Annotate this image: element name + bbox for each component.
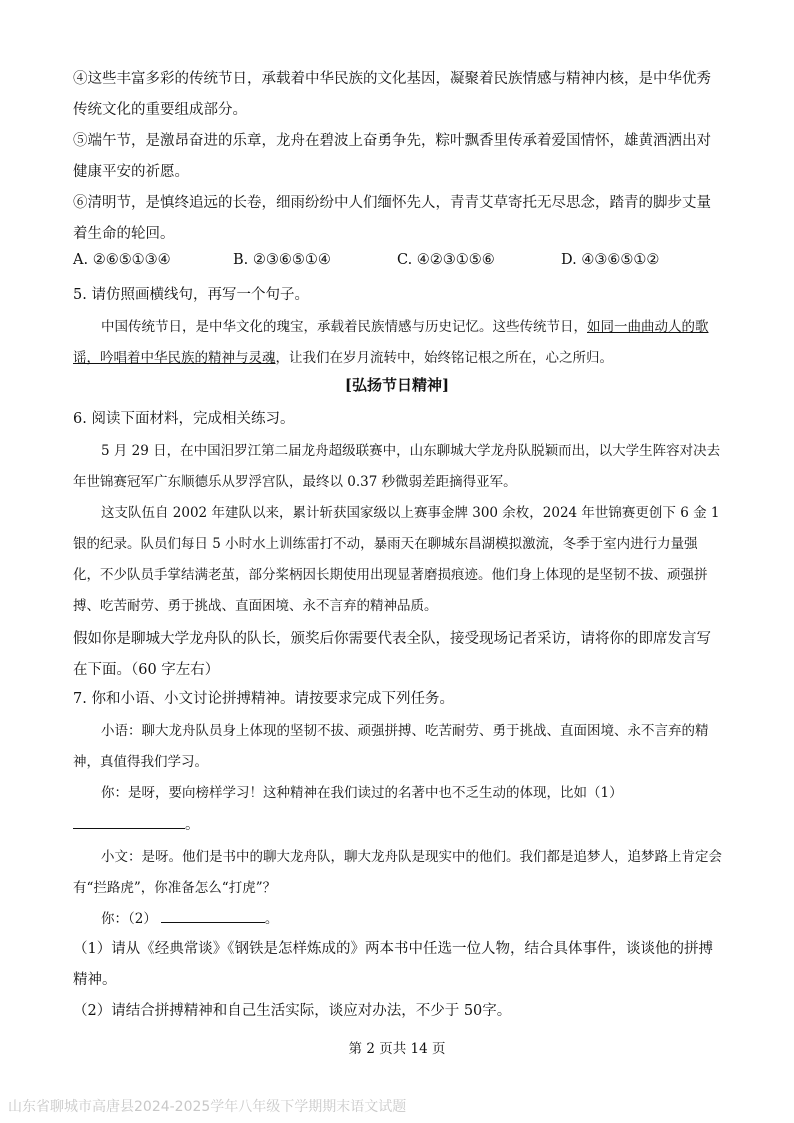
option-a[interactable]: A. ②⑥⑤①③④ (73, 252, 171, 268)
period: 。 (264, 911, 279, 927)
period: 。 (185, 817, 200, 833)
answer-line-1 (73, 810, 723, 841)
question-6-task: 假如你是聊城大学龙舟队的队长，颁奖后你需要代表全队，接受现场记者采访，请将你的即席发言写在下面。（60 字左右） (73, 631, 711, 678)
you-reply-2-label: 你：（2） (101, 911, 157, 927)
option-c[interactable]: C. ④②③①⑤⑥ (397, 252, 495, 268)
answer-options (73, 252, 723, 278)
item-6: ⑥清明节，是慎终追远的长卷，细雨纷纷中人们缅怀先人，青青艾草寄托无尽思念，踏青的脚步丈量着生命的轮回。 (73, 195, 711, 242)
question-6-material-para1: 5 月 29 日，在中国汨罗江第二届龙舟超级联赛中，山东聊城大学龙舟队脱颖而出，以大学生阵容对决去年世锦赛冠军广东顺德乐从罗浮宫队，最终以 0.37 秒微弱差距摘得亚军。 (73, 443, 721, 490)
xiaoyu-dialogue: 小语：聊大龙舟队员身上体现的坚韧不拔、顽强拼搏、吃苦耐劳、勇于挑战、直面困境、永不言弃的精神，真值得我们学习。 (73, 723, 709, 770)
watermark-text: 山东省聊城市高唐县2024-2025学年八年级下学期期末语文试题 (8, 1099, 407, 1115)
option-d[interactable]: D. ④③⑥⑤①② (561, 252, 660, 268)
sub-question-2: （2）请结合拼搏精神和自己生活实际，谈应对办法，不少于 50字。 (73, 1003, 512, 1019)
question-6-stem: 6. 阅读下面材料，完成相关练习。 (73, 411, 295, 427)
option-b[interactable]: B. ②③⑥⑤①④ (233, 252, 331, 268)
question-5-stem: 5. 请仿照画横线句，再写一个句子。 (73, 287, 309, 303)
sub-question-1: （1）请从《经典常谈》《钢铁是怎样炼成的》两本书中任选一位人物，结合具体事件，谈谈他的拼搏精神。 (73, 941, 713, 988)
section-title: [弘扬节日精神] (344, 376, 450, 394)
question-6-material-para2: 这支队伍自 2002 年建队以来，累计斩获国家级以上赛事金牌 300 余枚，2024 年世锦赛更创下 6 金 1 银的纪录。队员们每日 5 小时水上训练雷打不动，暴雨天在聊城东昌湖模拟激流，冬季于室内进行力量强化，不少队员手掌结满老茧，部分桨柄因长期使用出现显著磨损痕迹。他们身上体现的是坚韧不拔、顽强拼搏、吃苦耐劳、勇于挑战、直面困境、永不言弃的精神品质。 (73, 505, 720, 614)
page-footer: 第 2 页共 14 页 (348, 1041, 446, 1057)
xiaowen-dialogue: 小文：是呀。他们是书中的聊大龙舟队，聊大龙舟队是现实中的他们。我们都是追梦人，追梦路上肯定会有“拦路虎”，你准备怎么“打虎”？ (73, 849, 722, 896)
item-4: ④这些丰富多彩的传统节日，承载着中华民族的文化基因，凝聚着民族情感与精神内核，是中华优秀传统文化的重要组成部分。 (73, 71, 711, 118)
question-7-stem: 7. 你和小语、小文讨论拼搏精神。请按要求完成下列任务。 (73, 691, 454, 707)
answer-blank-1[interactable] (73, 814, 185, 829)
you-reply-2 (73, 904, 723, 935)
passage-text-after: ，让我们在岁月流转中，始终铭记根之所在，心之所归。 (275, 350, 613, 366)
item-5: ⑤端午节，是激昂奋进的乐章，龙舟在碧波上奋勇争先，粽叶飘香里传承着爱国情怀，雄黄酒洒出对健康平安的祈愿。 (73, 133, 711, 180)
question-5-passage (73, 312, 723, 374)
underlined-sentence: 如同一曲曲动人的歌谣，吟唱着中华民族的精神与灵魂 (73, 319, 709, 366)
you-reply-1: 你：是呀，要向榜样学习！这种精神在我们读过的名著中也不乏生动的体现，比如（1） (101, 785, 623, 801)
answer-blank-2[interactable] (161, 908, 265, 923)
passage-text-before: 中国传统节日，是中华文化的瑰宝，承载着民族情感与历史记忆。这些传统节日， (101, 319, 587, 335)
